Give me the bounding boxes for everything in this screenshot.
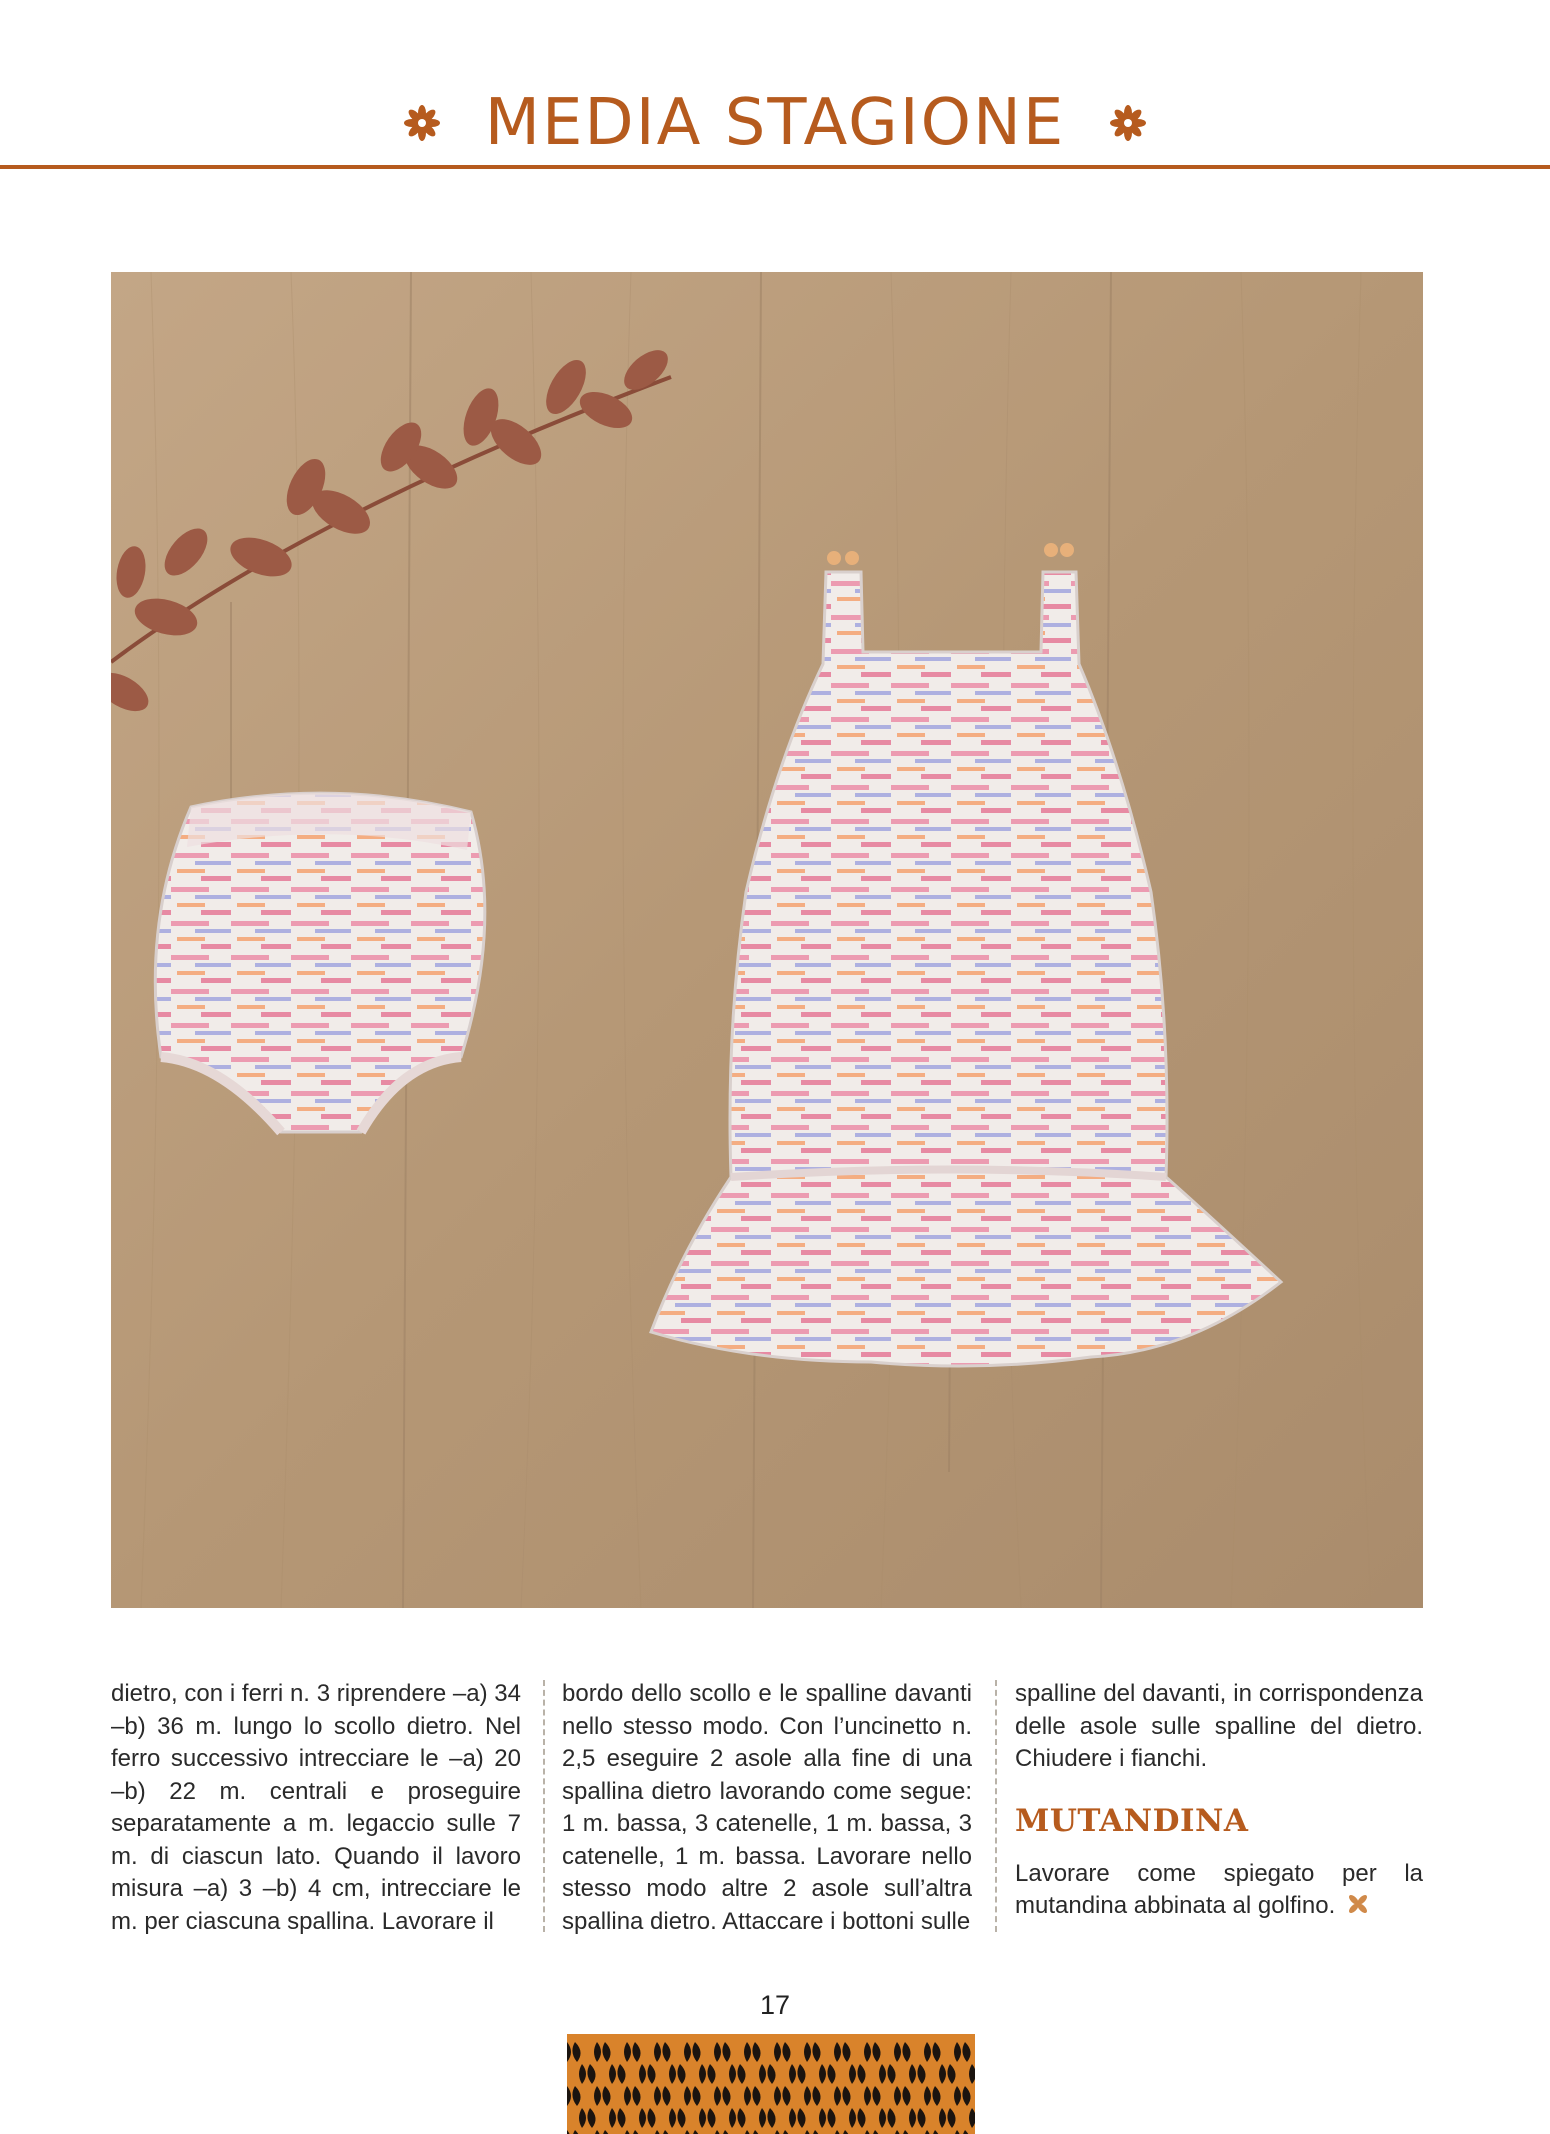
article-text: dietro, con i ferri n. 3 riprendere –a) 34 –b) 36 m. lungo lo scollo dietro. Nel ferro successivo intrecciare le –a) 20 –b) 22 m. centrali e proseguire separatamente a m. legaccio sulle 7 m. di ciascun lato. Quando il lavoro misura –a) 3 –b) 4 cm, intrecciare le m. per ciascuna spallina. Lavorare il	[111, 1680, 521, 1935]
page-header	[0, 0, 1550, 172]
section-title-bar	[0, 78, 1550, 165]
article-column-1	[111, 1678, 521, 1938]
article-column-3	[1015, 1678, 1423, 1923]
subsection-text: Lavorare come spiegato per la mutandina abbinata al golfino.	[1015, 1859, 1423, 1919]
article-text: bordo dello scollo e le spalline davanti nello stesso modo. Con l’uncinetto n. 2,5 eseguire 2 asole alla fine di una spallina dietro lavorando come segue: 1 m. bassa, 3 catenelle, 1 m. bassa, 3 catenelle, 1 m. bassa. Lavorare nello stesso modo altre 2 asole sull’altra spallina dietro. Attaccare i bottoni sulle	[562, 1680, 972, 1935]
subsection-heading: MUTANDINA	[1015, 1802, 1249, 1839]
article-text: spalline del davanti, in corrispondenza delle asole sulle spalline del dietro. Chiudere i fianchi.	[1015, 1680, 1423, 1772]
page-section-title: MEDIA STAGIONE	[484, 86, 1066, 161]
article-column-2	[562, 1678, 972, 1938]
flower-ornament-icon	[402, 103, 442, 143]
knit-stitch-pattern-icon	[567, 2034, 975, 2134]
knot-end-mark-icon	[1346, 1892, 1370, 1916]
flower-ornament-icon	[1108, 103, 1148, 143]
column-divider	[543, 1680, 545, 1932]
page-number: 17	[759, 1990, 791, 2020]
column-divider	[995, 1680, 997, 1932]
product-photo	[111, 272, 1423, 1608]
header-rule	[0, 165, 1550, 169]
